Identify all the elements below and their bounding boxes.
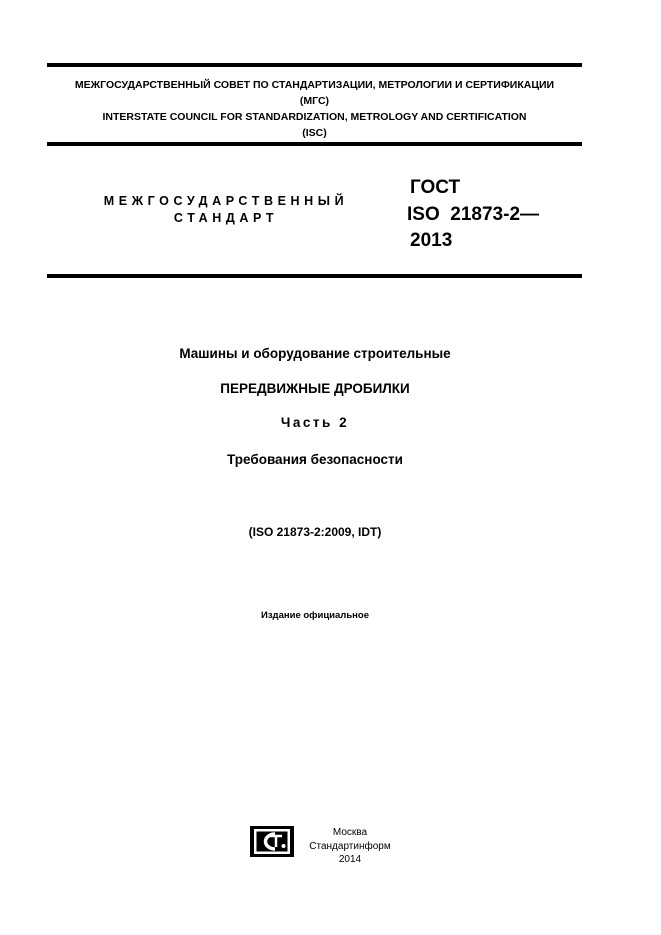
title-line1: Машины и оборудование строительные bbox=[179, 346, 451, 361]
top-rule bbox=[47, 63, 582, 67]
council-en: INTERSTATE COUNCIL FOR STANDARDIZATION, METROLOGY AND CERTIFICATION bbox=[102, 111, 527, 123]
council-en-abbr: (ISC) bbox=[302, 127, 327, 139]
edition-note: Издание официальное bbox=[261, 610, 369, 621]
standard-year: 2013 bbox=[410, 230, 453, 251]
standartinform-logo-icon bbox=[250, 826, 294, 857]
title-line4: Требования безопасности bbox=[227, 452, 403, 467]
publisher-block bbox=[300, 826, 400, 867]
lower-rule bbox=[47, 274, 582, 278]
title-line2: ПЕРЕДВИЖНЫЕ ДРОБИЛКИ bbox=[220, 381, 410, 396]
publisher-city: Москва bbox=[332, 827, 368, 838]
iso-reference: (ISO 21873-2:2009, IDT) bbox=[248, 525, 382, 539]
council-ru: МЕЖГОСУДАРСТВЕННЫЙ СОВЕТ ПО СТАНДАРТИЗАЦИИ, МЕТРОЛОГИИ И СЕРТИФИКАЦИИ bbox=[74, 79, 555, 91]
gost-label: ГОСТ bbox=[410, 177, 461, 198]
title-part: Часть 2 bbox=[280, 415, 350, 430]
standard-kind-line1: МЕЖГОСУДАРСТВЕННЫЙ bbox=[103, 194, 349, 208]
council-ru-abbr: (МГС) bbox=[299, 95, 330, 107]
council-header bbox=[47, 77, 582, 141]
publisher-year: 2014 bbox=[338, 854, 362, 865]
standard-kind-line2: СТАНДАРТ bbox=[173, 211, 279, 225]
middle-rule bbox=[47, 142, 582, 146]
standard-number: ISO 21873-2— bbox=[407, 204, 540, 225]
publisher-name: Стандартинформ bbox=[309, 840, 391, 852]
